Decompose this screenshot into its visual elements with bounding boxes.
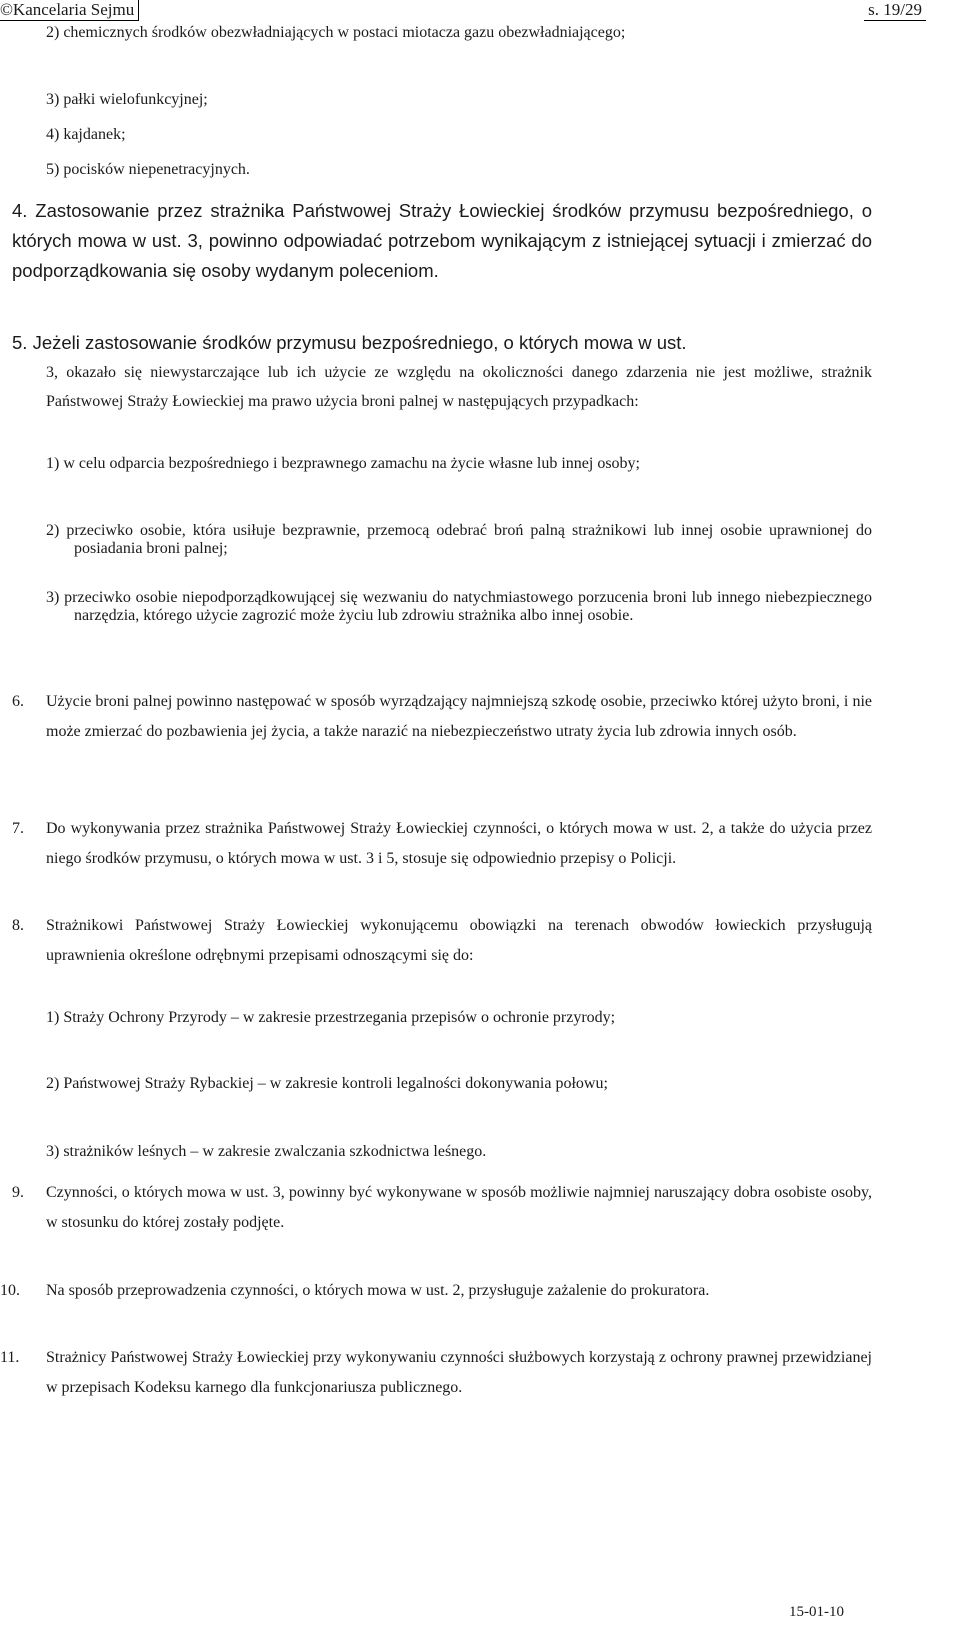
paragraph-5-first-line: 5. Jeżeli zastosowanie środków przymusu bezpośredniego, o których mowa w ust. (12, 332, 687, 353)
page-number: s. 19/29 (864, 0, 926, 21)
list-item: 5) pocisków niepenetracyjnych. (46, 161, 250, 178)
paragraph-number: 6. (12, 693, 24, 710)
paragraph-text: Do wykonywania przez strażnika Państwowej Straży Łowieckiej czynności, o których mowa w ust. 2, a także do użycia przez niego środków przymusu, o których mowa w ust. 3 i 5, stosuje się odpowiednio przepisy o Policji. (46, 820, 872, 867)
list-item: 3) pałki wielofunkcyjnej; (46, 91, 208, 108)
paragraph-number: 11. (0, 1349, 20, 1366)
paragraph-number: 8. (12, 917, 24, 934)
paragraph-9 (0, 1178, 872, 1238)
list-item: 3) strażników leśnych – w zakresie zwalczania szkodnictwa leśnego. (46, 1143, 487, 1160)
paragraph-6 (0, 687, 872, 747)
paragraph-text: Użycie broni palnej powinno następować w sposób wyrządzający najmniejszą szkodę osobie, przeciwko której użyto broni, i nie może zmierzać do pozbawienia jej życia, a także narazić na niebezpieczeństwo utraty życia lub zdrowia innych osób. (46, 693, 872, 740)
list-item: 3) przeciwko osobie niepodporządkowującej się wezwaniu do natychmiastowego porzucenia broni lub innego niebezpiecznego narzędzia, którego użycie zagrozić może życiu lub zdrowiu strażnika albo innej osobie. (46, 589, 872, 624)
paragraph-10 (0, 1276, 872, 1306)
paragraph-text: Na sposób przeprowadzenia czynności, o których mowa w ust. 2, przysługuje zażalenie do prokuratora. (46, 1282, 710, 1299)
list-item: 4) kajdanek; (46, 126, 126, 143)
paragraph-5-body: 3, okazało się niewystarczające lub ich użycie ze względu na okoliczności danego zdarzenia nie jest możliwe, strażnik Państwowej Straży Łowieckiej ma prawo użycia broni palnej w następujących przypadkach: (46, 364, 872, 410)
paragraph-text: Czynności, o których mowa w ust. 3, powinny być wykonywane w sposób możliwie najmniej naruszający dobra osobiste osoby, w stosunku do której zostały podjęte. (46, 1184, 872, 1231)
paragraph-number: 7. (12, 820, 24, 837)
footer-date: 15-01-10 (789, 1604, 844, 1620)
paragraph-text: Strażnikowi Państwowej Straży Łowieckiej wykonującemu obowiązki na terenach obwodów łowieckich przysługują uprawnienia określone odrębnymi przepisami odnoszącymi się do: (46, 917, 872, 964)
list-item: 1) Straży Ochrony Przyrody – w zakresie przestrzegania przepisów o ochronie przyrody; (46, 1009, 616, 1026)
list-item: 2) chemicznych środków obezwładniających w postaci miotacza gazu obezwładniającego; (46, 24, 626, 41)
list-item: 2) przeciwko osobie, która usiłuje bezprawnie, przemocą odebrać broń palną strażnikowi lub innej osobie uprawnionej do posiadania broni palnej; (46, 522, 872, 557)
paragraph-number: 9. (12, 1184, 24, 1201)
paragraph-number: 10. (0, 1282, 20, 1299)
paragraph-4: 4. Zastosowanie przez strażnika Państwowej Straży Łowieckiej środków przymusu bezpośredniego, o których mowa w ust. 3, powinno odpowiadać potrzebom wynikającym z istniejącej sytuacji i zmierzać do podporządkowania się osoby wydanym poleceniom. (12, 200, 872, 281)
paragraph-11 (0, 1343, 872, 1403)
list-item: 1) w celu odparcia bezpośredniego i bezprawnego zamachu na życie własne lub innej osoby; (46, 455, 640, 472)
paragraph-8 (0, 911, 872, 971)
paragraph-7 (0, 814, 872, 874)
header-source: ©Kancelaria Sejmu (0, 0, 139, 21)
list-item: 2) Państwowej Straży Rybackiej – w zakresie kontroli legalności dokonywania połowu; (46, 1075, 608, 1092)
paragraph-text: Strażnicy Państwowej Straży Łowieckiej przy wykonywaniu czynności służbowych korzystają z ochrony prawnej przewidzianej w przepisach Kodeksu karnego dla funkcjonariusza publicznego. (46, 1349, 872, 1396)
